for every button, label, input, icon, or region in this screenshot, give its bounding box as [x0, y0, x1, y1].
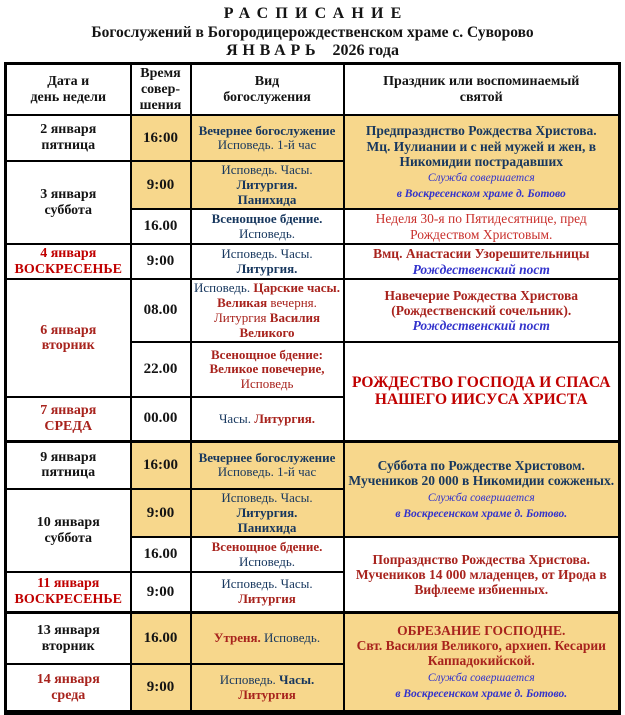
- text-run: Исповедь. Часы.: [221, 490, 313, 506]
- text-run: Суббота по Рождестве Христовом. Мучеников 20 000 в Никомидии сожженых.: [348, 458, 615, 489]
- text-run: ОБРЕЗАНИЕ ГОСПОДНЕ.: [397, 622, 566, 638]
- date-cell: [6, 397, 131, 441]
- text-run: Часы.: [218, 410, 255, 426]
- schedule-row: [6, 441, 620, 489]
- schedule-row: [6, 612, 620, 664]
- schedule-row: [6, 115, 620, 161]
- service-cell: [191, 397, 344, 441]
- header-feast: Праздник или воспоминаемый святой: [344, 64, 620, 116]
- text-run: 16.00: [143, 630, 178, 647]
- text-run: суббота: [44, 530, 93, 546]
- text-run: 11 января: [37, 576, 100, 592]
- text-run: РОЖДЕСТВО ГОСПОДА И СПАСА НАШЕГО ИИСУСА ХРИСТА: [352, 373, 611, 409]
- title-line-3: [0, 42, 625, 60]
- text-run: 9:00: [146, 583, 175, 600]
- text-run: Навечерие Рождества Христова (Рождественский сочельник).: [384, 287, 579, 319]
- text-run: в Воскресенском храме д. Ботово.: [395, 687, 568, 700]
- date-cell: [6, 161, 131, 244]
- date-cell: [6, 279, 131, 397]
- text-run: 2 января: [40, 122, 97, 138]
- text-run: вторник: [41, 338, 95, 354]
- time-cell: [131, 572, 191, 612]
- text-run: 4 января: [40, 245, 97, 261]
- header-time: Время совер- шения: [131, 64, 191, 116]
- text-run: 16.00: [143, 218, 178, 235]
- text-run: Панихида: [237, 191, 297, 207]
- document-title: [0, 0, 625, 59]
- text-run: Всенощное бдение: Великое повечерие,: [209, 346, 325, 377]
- date-cell: [6, 115, 131, 161]
- date-cell: [6, 572, 131, 612]
- title-year: 2026 года: [332, 41, 399, 59]
- schedule-table: [4, 62, 621, 715]
- time-cell: [131, 209, 191, 244]
- time-cell: [131, 612, 191, 664]
- title-month: ЯНВАРЬ: [226, 41, 321, 59]
- text-run: Литургия: [238, 591, 296, 606]
- text-run: Служба совершается: [427, 172, 535, 185]
- header-row: [6, 64, 620, 116]
- service-cell: [191, 161, 344, 209]
- time-cell: [131, 441, 191, 489]
- text-run: в Воскресенском храме д. Ботово: [396, 188, 566, 201]
- text-run: Исповедь. 1-й час: [217, 137, 317, 153]
- time-cell: [131, 115, 191, 161]
- text-run: Исповедь.: [194, 280, 254, 296]
- text-run: 9:00: [146, 504, 175, 521]
- text-run: Исповедь.: [238, 553, 296, 569]
- text-run: 16:00: [143, 456, 178, 473]
- text-run: Утреня.: [213, 630, 261, 646]
- text-run: 13 января: [36, 622, 100, 638]
- text-run: Исповедь.: [260, 630, 321, 646]
- text-run: 6 января: [40, 322, 97, 338]
- time-cell: [131, 397, 191, 441]
- time-cell: [131, 342, 191, 397]
- text-run: ВОСКРЕСЕНЬЕ: [14, 592, 122, 607]
- title-line-1: РАСПИСАНИЕ: [223, 5, 409, 22]
- time-cell: [131, 244, 191, 280]
- text-run: Литургия.: [236, 176, 298, 192]
- time-cell: [131, 537, 191, 572]
- time-cell: [131, 279, 191, 342]
- text-run: 3 января: [40, 186, 97, 202]
- text-run: Литургия.: [254, 410, 316, 426]
- text-run: 10 января: [36, 514, 100, 530]
- date-cell: [6, 441, 131, 489]
- text-run: Василия Великого: [239, 309, 321, 340]
- text-run: 14 января: [36, 671, 100, 687]
- text-run: Литургия.: [236, 260, 298, 276]
- feast-cell: [344, 342, 620, 441]
- feast-cell: [344, 244, 620, 280]
- schedule-row: [6, 279, 620, 342]
- feast-cell: [344, 115, 620, 209]
- service-cell: [191, 441, 344, 489]
- text-run: Панихида: [237, 519, 297, 535]
- title-line-2: Богослужений в Богородицерождественском храме с. Суворово: [91, 23, 534, 41]
- text-run: 9:00: [146, 679, 175, 696]
- text-run: 22.00: [143, 361, 178, 378]
- header-date: Дата и день недели: [6, 64, 131, 116]
- text-run: Свт. Василия Великого, архиеп. Кесарии Каппадокийской.: [356, 638, 606, 669]
- schedule-table-body: [6, 115, 620, 712]
- text-run: в Воскресенском храме д. Ботово.: [395, 507, 568, 520]
- text-run: ВОСКРЕСЕНЬЕ: [14, 261, 122, 277]
- service-cell: [191, 612, 344, 664]
- text-run: вторник: [41, 638, 95, 654]
- text-run: пятница: [41, 138, 96, 154]
- text-run: СРЕДА: [44, 418, 93, 434]
- service-cell: [191, 279, 344, 342]
- service-cell: [191, 664, 344, 712]
- text-run: 00.00: [143, 410, 178, 427]
- text-run: 7 января: [40, 403, 97, 419]
- feast-cell: [344, 537, 620, 612]
- text-run: Литургия: [238, 686, 296, 702]
- service-cell: [191, 572, 344, 612]
- feast-cell: [344, 209, 620, 244]
- text-run: Исповедь. Часы.: [221, 162, 313, 178]
- text-run: среда: [51, 687, 86, 703]
- text-run: Часы.: [279, 671, 315, 687]
- schedule-table-header: [6, 64, 620, 116]
- text-run: Рождественский пост: [412, 318, 550, 334]
- text-run: пятница: [41, 465, 96, 481]
- text-run: Исповедь. Часы.: [221, 576, 313, 592]
- text-run: 9 января: [40, 449, 97, 465]
- feast-cell: [344, 612, 620, 712]
- text-run: 08.00: [143, 302, 178, 319]
- text-run: 9:00: [146, 253, 175, 270]
- date-cell: [6, 244, 131, 280]
- date-cell: [6, 612, 131, 664]
- date-cell: [6, 489, 131, 572]
- text-run: 16.00: [143, 546, 178, 563]
- text-run: суббота: [44, 202, 93, 218]
- text-run: Всенощное бдение.: [211, 210, 323, 226]
- text-run: Исповедь.: [238, 225, 296, 241]
- date-cell: [6, 664, 131, 712]
- service-cell: [191, 115, 344, 161]
- text-run: Неделя 30-я по Пятидесятнице, пред Рождеством Христовым.: [375, 211, 587, 242]
- text-run: 16:00: [143, 129, 178, 146]
- text-run: Предпразднство Рождества Христова.: [365, 123, 597, 139]
- text-run: Царские часы. Великая: [217, 280, 340, 311]
- text-run: Исповедь. 1-й час: [217, 464, 317, 480]
- text-run: Попразднство Рождества Христова. Мучеников 14 000 младенцев, от Ирода в Вифлееме избиенных.: [355, 551, 607, 598]
- schedule-row: [6, 244, 620, 280]
- text-run: Исповедь: [240, 376, 294, 392]
- time-cell: [131, 664, 191, 712]
- feast-cell: [344, 279, 620, 342]
- text-run: Вечернее богослужение: [198, 449, 336, 465]
- text-run: Всенощное бдение.: [211, 539, 323, 555]
- service-cell: [191, 244, 344, 280]
- text-run: вечерня. Литургия: [213, 295, 317, 325]
- service-cell: [191, 342, 344, 397]
- service-cell: [191, 489, 344, 537]
- feast-cell: [344, 441, 620, 537]
- text-run: Вечернее богослужение: [198, 122, 336, 138]
- text-run: Исповедь. Часы.: [221, 245, 313, 261]
- time-cell: [131, 161, 191, 209]
- text-run: Литургия.: [236, 504, 298, 520]
- text-run: Рождественский пост: [412, 261, 550, 277]
- text-run: Вмц. Анастасии Узорешительницы: [373, 246, 590, 262]
- text-run: Мц. Иулиании и с ней мужей и жен, в Никомидии пострадавших: [366, 138, 597, 169]
- header-service: Вид богослужения: [191, 64, 344, 116]
- service-cell: [191, 537, 344, 572]
- service-cell: [191, 209, 344, 244]
- text-run: Служба совершается: [427, 491, 535, 504]
- text-run: 9:00: [146, 176, 175, 193]
- time-cell: [131, 489, 191, 537]
- text-run: Исповедь.: [219, 671, 280, 687]
- text-run: Служба совершается: [427, 671, 535, 684]
